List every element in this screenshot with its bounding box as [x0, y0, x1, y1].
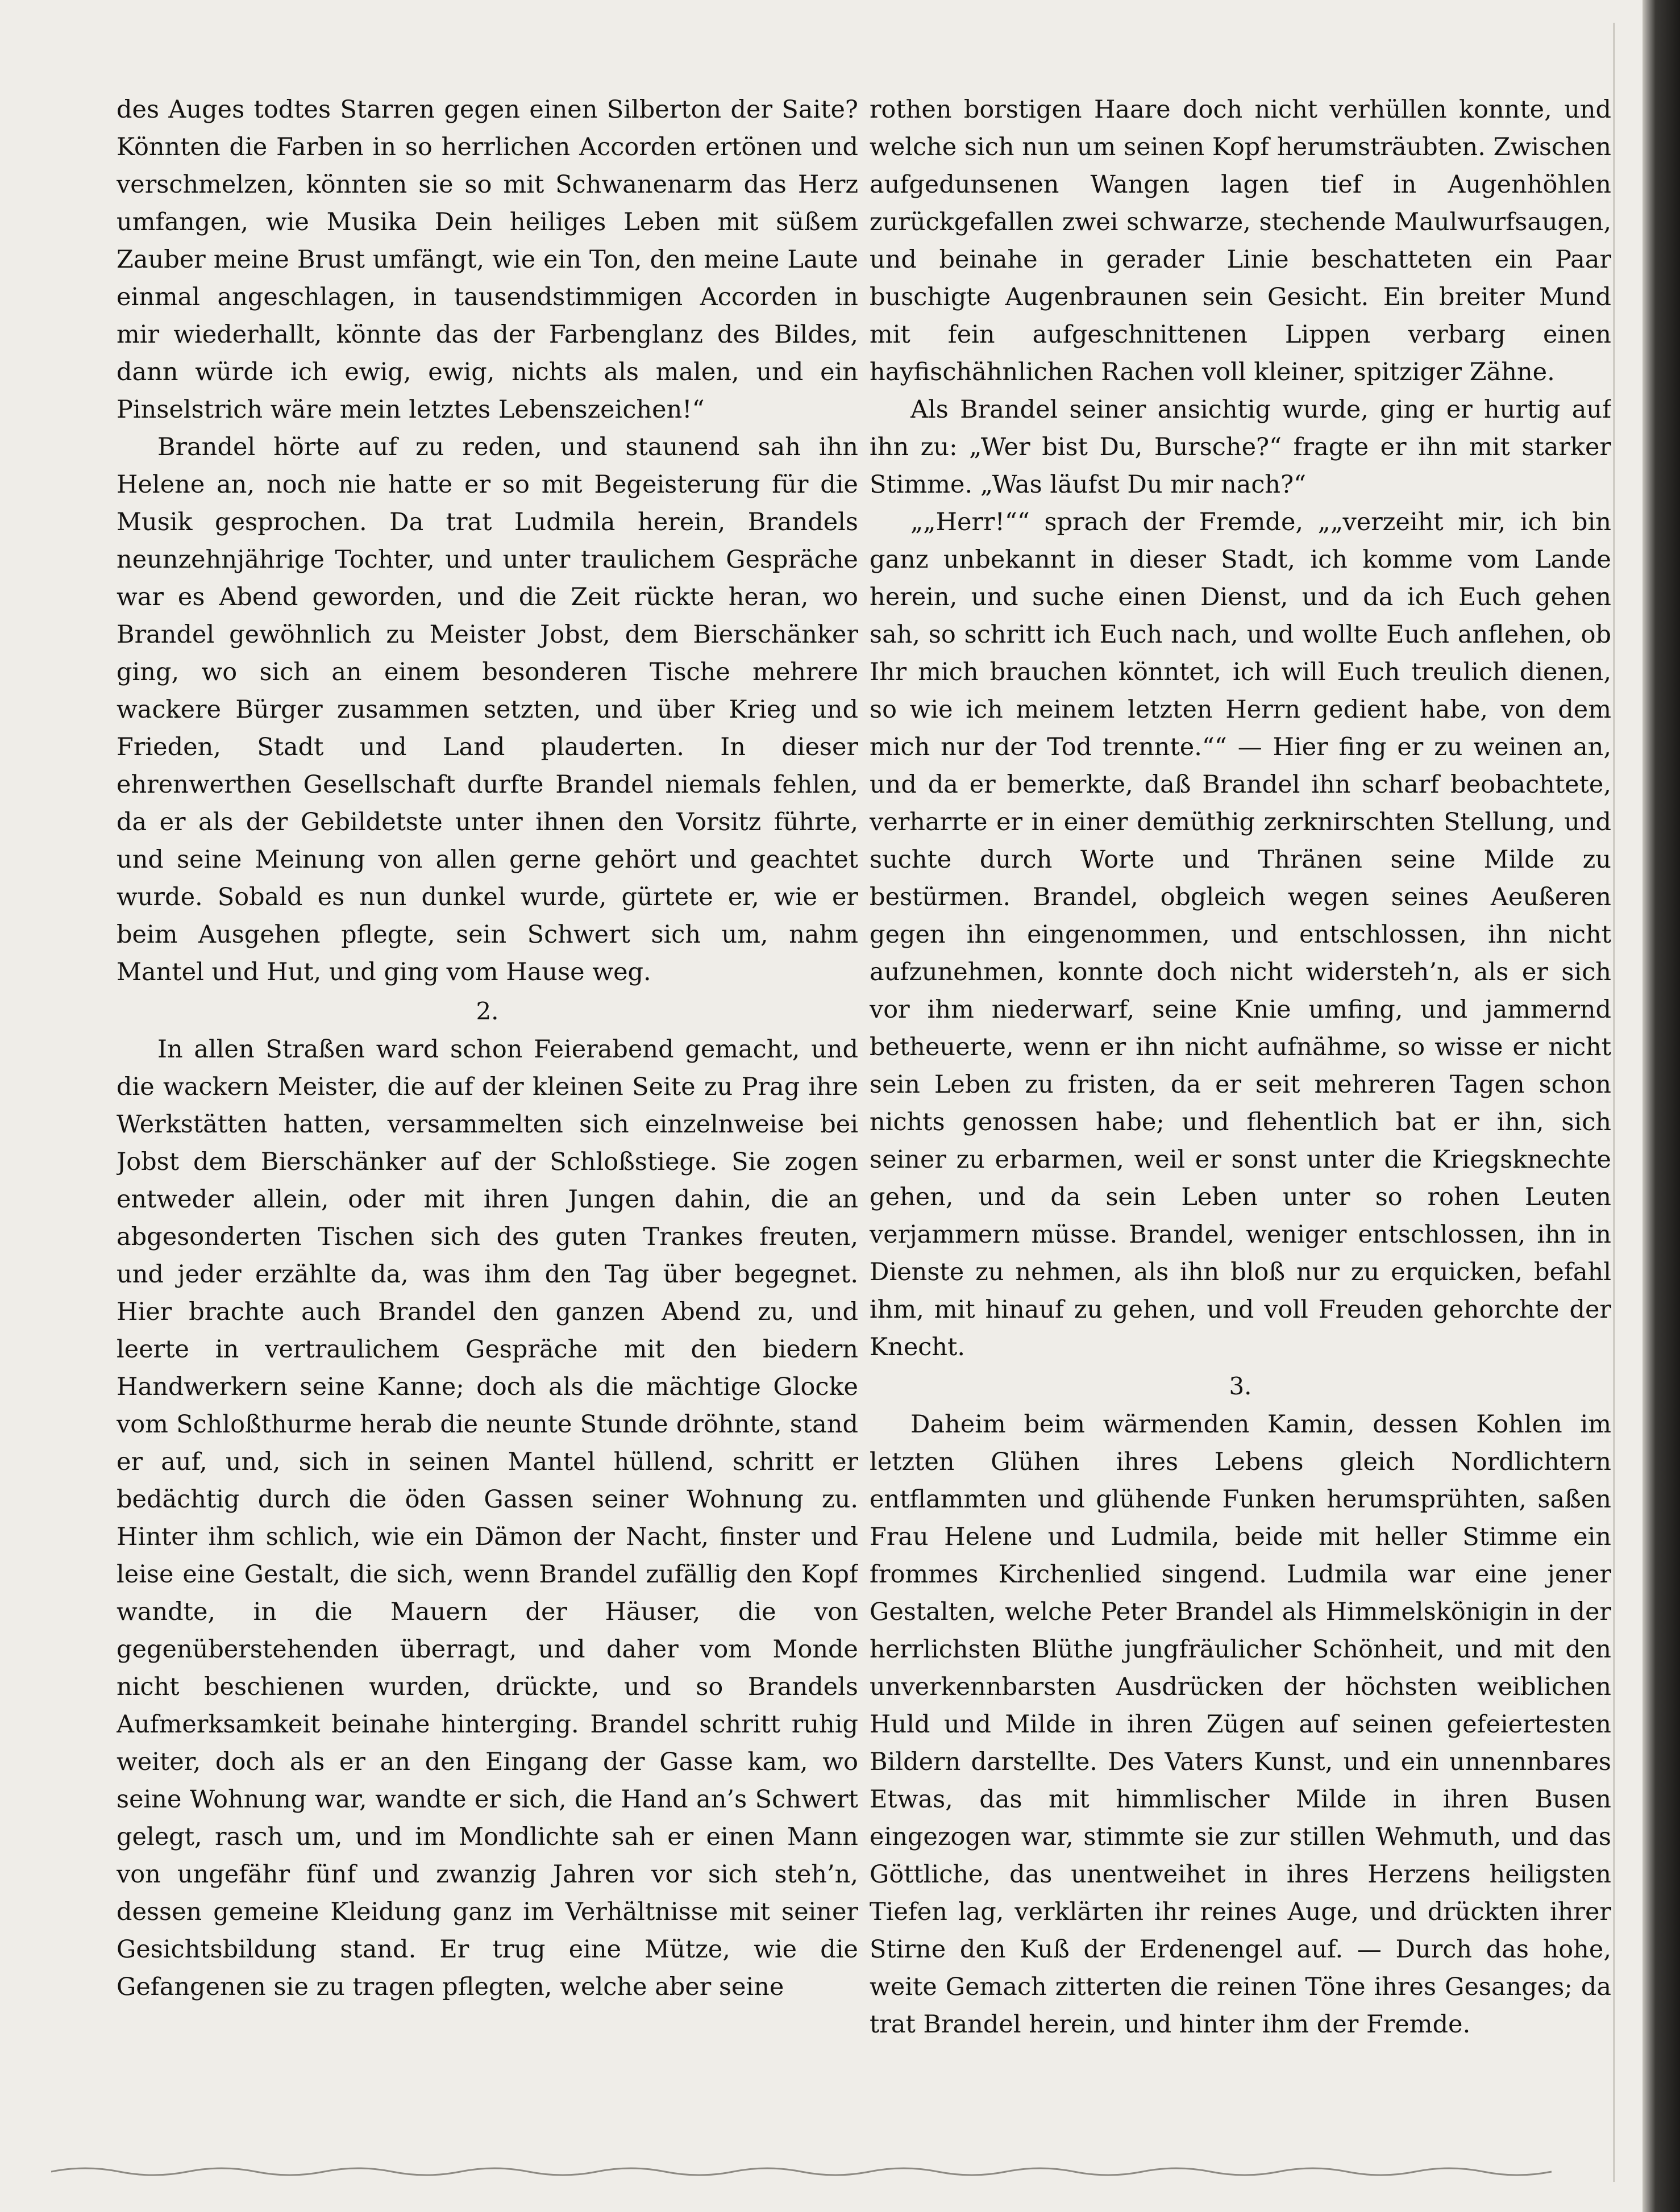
paragraph-stranger-pleads: „„Herr!““ sprach der Fremde, „„verzeiht mir, ich bin ganz unbekannt in dieser Stadt, ich komme vom Lande herein, und suche einen Dienst, und da ich Euch gehen sah, so schritt ich Euch nach, und wollte Euch anflehen, ob Ihr mich brauchen könntet, ich will Euch treulich dienen, so wie ich meinem letzten Herrn gedient habe, von dem mich nur der Tod trennte.““ — Hier fing er zu weinen an, und da er bemerkte, daß Brandel ihn scharf beobachtete, verharrte er in einer demüthig zerknirschten Stellung, und suchte durch Worte und Thränen seine Milde zu bestürmen. Brandel, obgleich wegen seines Aeußeren gegen ihn eingenommen, und entschlossen, ihn nicht aufzunehmen, konnte doch nicht widersteh’n, als er sich vor ihm niederwarf, seine Knie umfing, und jammernd betheuerte, wenn er ihn nicht aufnähme, so wisse er nicht sein Leben zu fristen, da er seit mehreren Tagen schon nichts genossen habe; und flehentlich bat er ihn, sich seiner zu erbarmen, weil er sonst unter die Kriegsknechte gehen, und da sein Leben unter so rohen Leuten verjammern müsse. Brandel, weniger entschlossen, ihn in Dienste zu nehmen, als ihn bloß nur zu erquicken, befahl ihm, mit hinauf zu gehen, und voll Freuden gehorchte der Knecht.	[870, 508, 1611, 1361]
right-column	[870, 91, 1611, 2114]
paragraph-continuation: des Auges todtes Starren gegen einen Silberton der Saite? Könnten die Farben in so herrlichen Accorden ertönen und verschmelzen, könnten sie so mit Schwanenarm das Herz umfangen, wie Musika Dein heiliges Leben mit süßem Zauber meine Brust umfängt, wie ein Ton, den meine Laute einmal angeschlagen, in tausendstimmigen Accorden in mir wiederhallt, könnte das der Farbenglanz des Bildes, dann würde ich ewig, ewig, nichts als malen, und ein Pinselstrich wäre mein letztes Lebenszeichen!“	[117, 95, 858, 424]
scan-border-edge	[1642, 0, 1680, 2212]
paragraph-stranger-description: rothen borstigen Haare doch nicht verhüllen konnte, und welche sich nun um seinen Kopf herumsträubten. Zwischen aufgedunsenen Wangen lagen tief in Augenhöhlen zurückgefallen zwei schwarze, stechende Maulwurfsaugen, und beinahe in gerader Linie beschatteten ein Paar buschigte Augenbraunen sein Gesicht. Ein breiter Mund mit fein aufgeschnittenen Lippen verbarg einen hayfischähnlichen Rachen voll kleiner, spitziger Zähne.	[870, 95, 1611, 386]
page-fold-line	[1613, 23, 1615, 2182]
paragraph-section-3: Daheim beim wärmenden Kamin, dessen Kohlen im letzten Glühen ihres Lebens gleich Nordlichtern entflammten und glühende Funken herumsprühten, saßen Frau Helene und Ludmila, beide mit heller Stimme ein frommes Kirchenlied singend. Ludmila war eine jener Gestalten, welche Peter Brandel als Himmelskönigin in der herrlichsten Blüthe jungfräulicher Schönheit, und mit den unverkennbarsten Ausdrücken der höchsten weiblichen Huld und Milde in ihren Zügen auf seinen gefeiertesten Bildern darstellte. Des Vaters Kunst, und ein unnennbares Etwas, das mit himmlischer Milde in ihren Busen eingezogen war, stimmte sie zur stillen Wehmuth, und das Göttliche, das unentweihet in ihres Herzens heiligsten Tiefen lag, verklärten ihr reines Auge, und drückten ihrer Stirne den Kuß der Erdenengel auf. — Durch das hohe, weite Gemach zitterten die reinen Töne ihres Gesanges; da trat Brandel herein, und hinter ihm der Fremde.	[870, 1410, 1611, 2039]
paragraph-brandel-asks: Als Brandel seiner ansichtig wurde, ging er hurtig auf ihn zu: „Wer bist Du, Bursche?“ fragte er ihn mit starker Stimme. „Was läufst Du mir nach?“	[870, 395, 1611, 499]
section-number-2: 2.	[476, 997, 499, 1025]
paragraph-brandel-stops: Brandel hörte auf zu reden, und staunend sah ihn Helene an, noch nie hatte er so mit Begeisterung für die Musik gesprochen. Da trat Ludmila herein, Brandels neunzehnjährige Tochter, und unter traulichem Gespräche war es Abend geworden, und die Zeit rückte heran, wo Brandel gewöhnlich zu Meister Jobst, dem Bierschänker ging, wo sich an einem besonderen Tische mehrere wackere Bürger zusammen setzten, und über Krieg und Frieden, Stadt und Land plauderten. In dieser ehrenwerthen Gesellschaft durfte Brandel niemals fehlen, da er als der Gebildetste unter ihnen den Vorsitz führte, und seine Meinung von allen gerne gehört und geachtet wurde. Sobald es nun dunkel wurde, gürtete er, wie er beim Ausgehen pflegte, sein Schwert sich um, nahm Mantel und Hut, und ging vom Hause weg.	[117, 433, 858, 986]
left-column	[117, 91, 858, 2114]
paragraph-section-2: In allen Straßen ward schon Feierabend gemacht, und die wackern Meister, die auf der kleinen Seite zu Prag ihre Werkstätten hatten, versammelten sich einzelnweise bei Jobst dem Bierschänker auf der Schloßstiege. Sie zogen entweder allein, oder mit ihren Jungen dahin, die an abgesonderten Tischen sich des guten Trankes freuten, und jeder erzählte da, was ihm den Tag über begegnet. Hier brachte auch Brandel den ganzen Abend zu, und leerte in vertraulichem Gespräche mit den biedern Handwerkern seine Kanne; doch als die mächtige Glocke vom Schloßthurme herab die neunte Stunde dröhnte, stand er auf, und, sich in seinen Mantel hüllend, schritt er bedächtig durch die öden Gassen seiner Wohnung zu. Hinter ihm schlich, wie ein Dämon der Nacht, finster und leise eine Gestalt, die sich, wenn Brandel zufällig den Kopf wandte, in die Mauern der Häuser, die von gegenüberstehenden überragt, und daher vom Monde nicht beschienen wurden, drückte, und so Brandels Aufmerksamkeit beinahe hinterging. Brandel schritt ruhig weiter, doch als er an den Eingang der Gasse kam, wo seine Wohnung war, wandte er sich, die Hand an’s Schwert gelegt, rasch um, und im Mondlichte sah er einen Mann von ungefähr fünf und zwanzig Jahren vor sich steh’n, dessen gemeine Kleidung ganz im Verhältnisse mit seiner Gesichtsbildung stand. Er trug eine Mütze, wie die Gefangenen sie zu tragen pflegten, welche aber seine	[117, 1035, 858, 2001]
decorative-bottom-rule	[51, 2159, 1586, 2182]
section-number-3: 3.	[1229, 1372, 1252, 1400]
